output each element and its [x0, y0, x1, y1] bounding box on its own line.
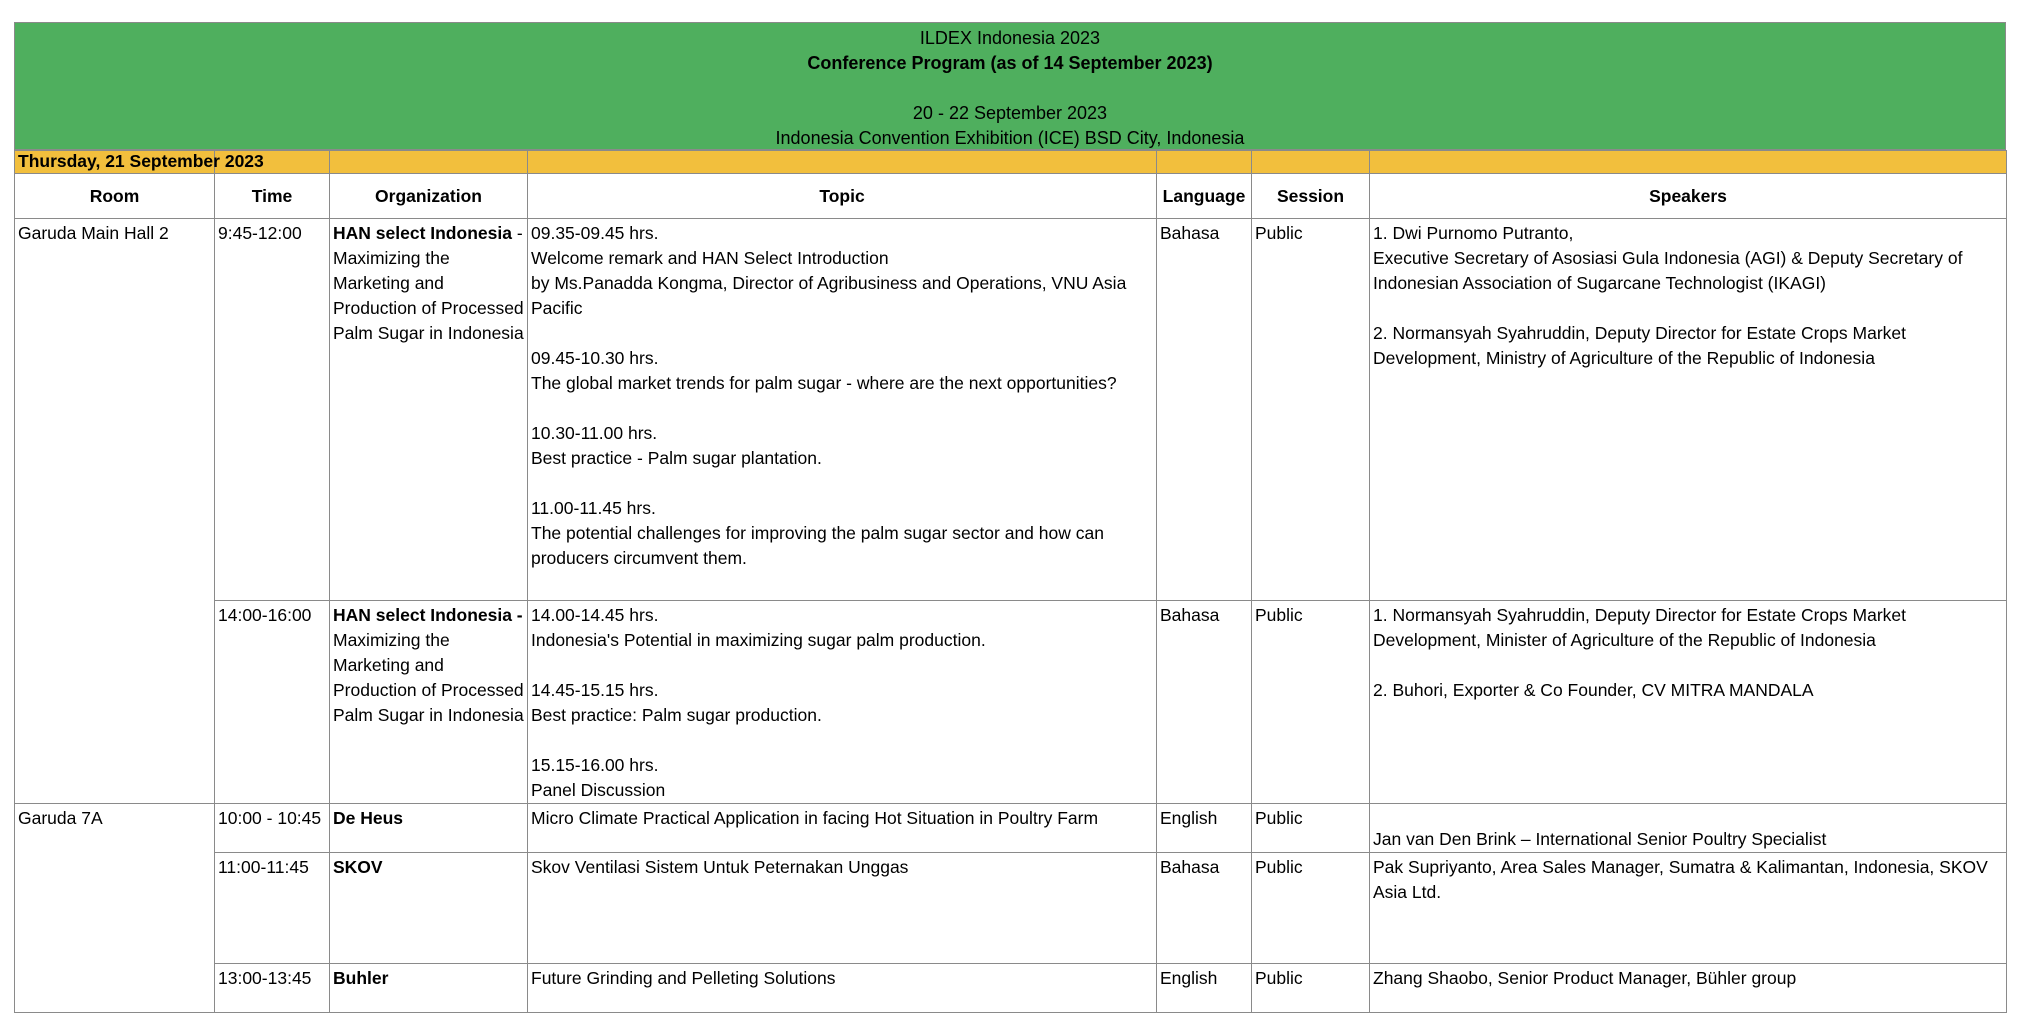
- topic-time: 09.35-09.45 hrs.: [531, 223, 659, 243]
- topic-time: 14.45-15.15 hrs.: [531, 680, 659, 700]
- room-cell: Garuda 7A: [15, 804, 215, 1013]
- session-cell: Public: [1252, 853, 1370, 964]
- language-cell: English: [1157, 964, 1252, 1013]
- table-row: [15, 219, 2007, 601]
- col-topic: Topic: [528, 174, 1157, 219]
- language-cell: Bahasa: [1157, 219, 1252, 601]
- topic-cell: [528, 219, 1157, 601]
- event-venue: Indonesia Convention Exhibition (ICE) BSD City, Indonesia: [775, 128, 1245, 148]
- organization-cell: SKOV: [330, 853, 528, 964]
- session-cell: Public: [1252, 601, 1370, 804]
- speakers-cell: Jan van Den Brink – International Senior Poultry Specialist: [1370, 804, 2007, 853]
- language-cell: English: [1157, 804, 1252, 853]
- time-cell: 13:00-13:45: [215, 964, 330, 1013]
- program-sheet: [14, 22, 2006, 1013]
- event-title: ILDEX Indonesia 2023: [919, 28, 1101, 48]
- session-cell: Public: [1252, 804, 1370, 853]
- col-session: Session: [1252, 174, 1370, 219]
- topic-text: The global market trends for palm sugar - where are the next opportunities?: [531, 373, 1117, 393]
- speaker-entry: 1. Normansyah Syahruddin, Deputy Director for Estate Crops Market Development, Minister of Agriculture of the Republic of Indonesia: [1373, 605, 1911, 650]
- topic-text: Best practice - Palm sugar plantation.: [531, 448, 822, 468]
- time-cell: 14:00-16:00: [215, 601, 330, 804]
- speaker-entry: 2. Buhori, Exporter & Co Founder, CV MITRA MANDALA: [1373, 680, 1814, 700]
- topic-cell: [528, 601, 1157, 804]
- event-dates: 20 - 22 September 2023: [912, 103, 1108, 123]
- language-cell: Bahasa: [1157, 601, 1252, 804]
- program-banner: [14, 22, 2006, 150]
- organization-cell: De Heus: [330, 804, 528, 853]
- organization-cell: HAN select Indonesia - Maximizing the Marketing and Production of Processed Palm Sugar in Indonesia: [330, 601, 528, 804]
- table-row: [15, 804, 2007, 853]
- day-label: Thursday, 21 September 2023: [15, 151, 215, 174]
- speakers-cell: Pak Supriyanto, Area Sales Manager, Sumatra & Kalimantan, Indonesia, SKOV Asia Ltd.: [1370, 853, 2007, 964]
- col-language: Language: [1157, 174, 1252, 219]
- speakers-cell: Zhang Shaobo, Senior Product Manager, Bühler group: [1370, 964, 2007, 1013]
- topic-time: 10.30-11.00 hrs.: [531, 423, 658, 443]
- day-row: [15, 151, 2007, 174]
- table-row: [15, 964, 2007, 1013]
- topic-text: Panel Discussion: [531, 780, 666, 800]
- time-cell: 10:00 - 10:45: [215, 804, 330, 853]
- topic-cell: Skov Ventilasi Sistem Untuk Peternakan Unggas: [528, 853, 1157, 964]
- table-row: [15, 853, 2007, 964]
- col-room: Room: [15, 174, 215, 219]
- topic-time: 09.45-10.30 hrs.: [531, 348, 659, 368]
- time-cell: 9:45-12:00: [215, 219, 330, 601]
- topic-text: Welcome remark and HAN Select Introduction: [531, 248, 889, 268]
- topic-time: 15.15-16.00 hrs.: [531, 755, 659, 775]
- table-row: [15, 601, 2007, 804]
- session-cell: Public: [1252, 964, 1370, 1013]
- topic-cell: Future Grinding and Pelleting Solutions: [528, 964, 1157, 1013]
- topic-extra: by Ms.Panadda Kongma, Director of Agribusiness and Operations, VNU Asia Pacific: [531, 273, 1132, 318]
- col-speakers: Speakers: [1370, 174, 2007, 219]
- language-cell: Bahasa: [1157, 853, 1252, 964]
- speaker-entry: 2. Normansyah Syahruddin, Deputy Director for Estate Crops Market Development, Ministry of Agriculture of the Republic of Indonesia: [1373, 323, 1911, 368]
- program-table: [14, 150, 2007, 1013]
- column-header-row: [15, 174, 2007, 219]
- topic-text: The potential challenges for improving the palm sugar sector and how can producers circumvent them.: [531, 523, 1109, 568]
- organization-cell: Buhler: [330, 964, 528, 1013]
- speaker-entry: 1. Dwi Purnomo Putranto, Executive Secretary of Asosiasi Gula Indonesia (AGI) & Deputy Secretary of Indonesian Association of Sugarcane Technologist (IKAGI): [1373, 223, 1963, 293]
- speakers-cell: [1370, 219, 2007, 601]
- speakers-cell: [1370, 601, 2007, 804]
- topic-cell: Micro Climate Practical Application in facing Hot Situation in Poultry Farm: [528, 804, 1157, 853]
- col-time: Time: [215, 174, 330, 219]
- organization-cell: HAN select Indonesia - Maximizing the Marketing and Production of Processed Palm Sugar in Indonesia: [330, 219, 528, 601]
- topic-text: Best practice: Palm sugar production.: [531, 705, 822, 725]
- topic-text: Indonesia's Potential in maximizing sugar palm production.: [531, 630, 986, 650]
- topic-time: 14.00-14.45 hrs.: [531, 605, 659, 625]
- time-cell: 11:00-11:45: [215, 853, 330, 964]
- session-cell: Public: [1252, 219, 1370, 601]
- col-organization: Organization: [330, 174, 528, 219]
- topic-time: 11.00-11.45 hrs.: [531, 498, 656, 518]
- room-cell: Garuda Main Hall 2: [15, 219, 215, 804]
- program-subtitle: Conference Program (as of 14 September 2023): [807, 53, 1213, 73]
